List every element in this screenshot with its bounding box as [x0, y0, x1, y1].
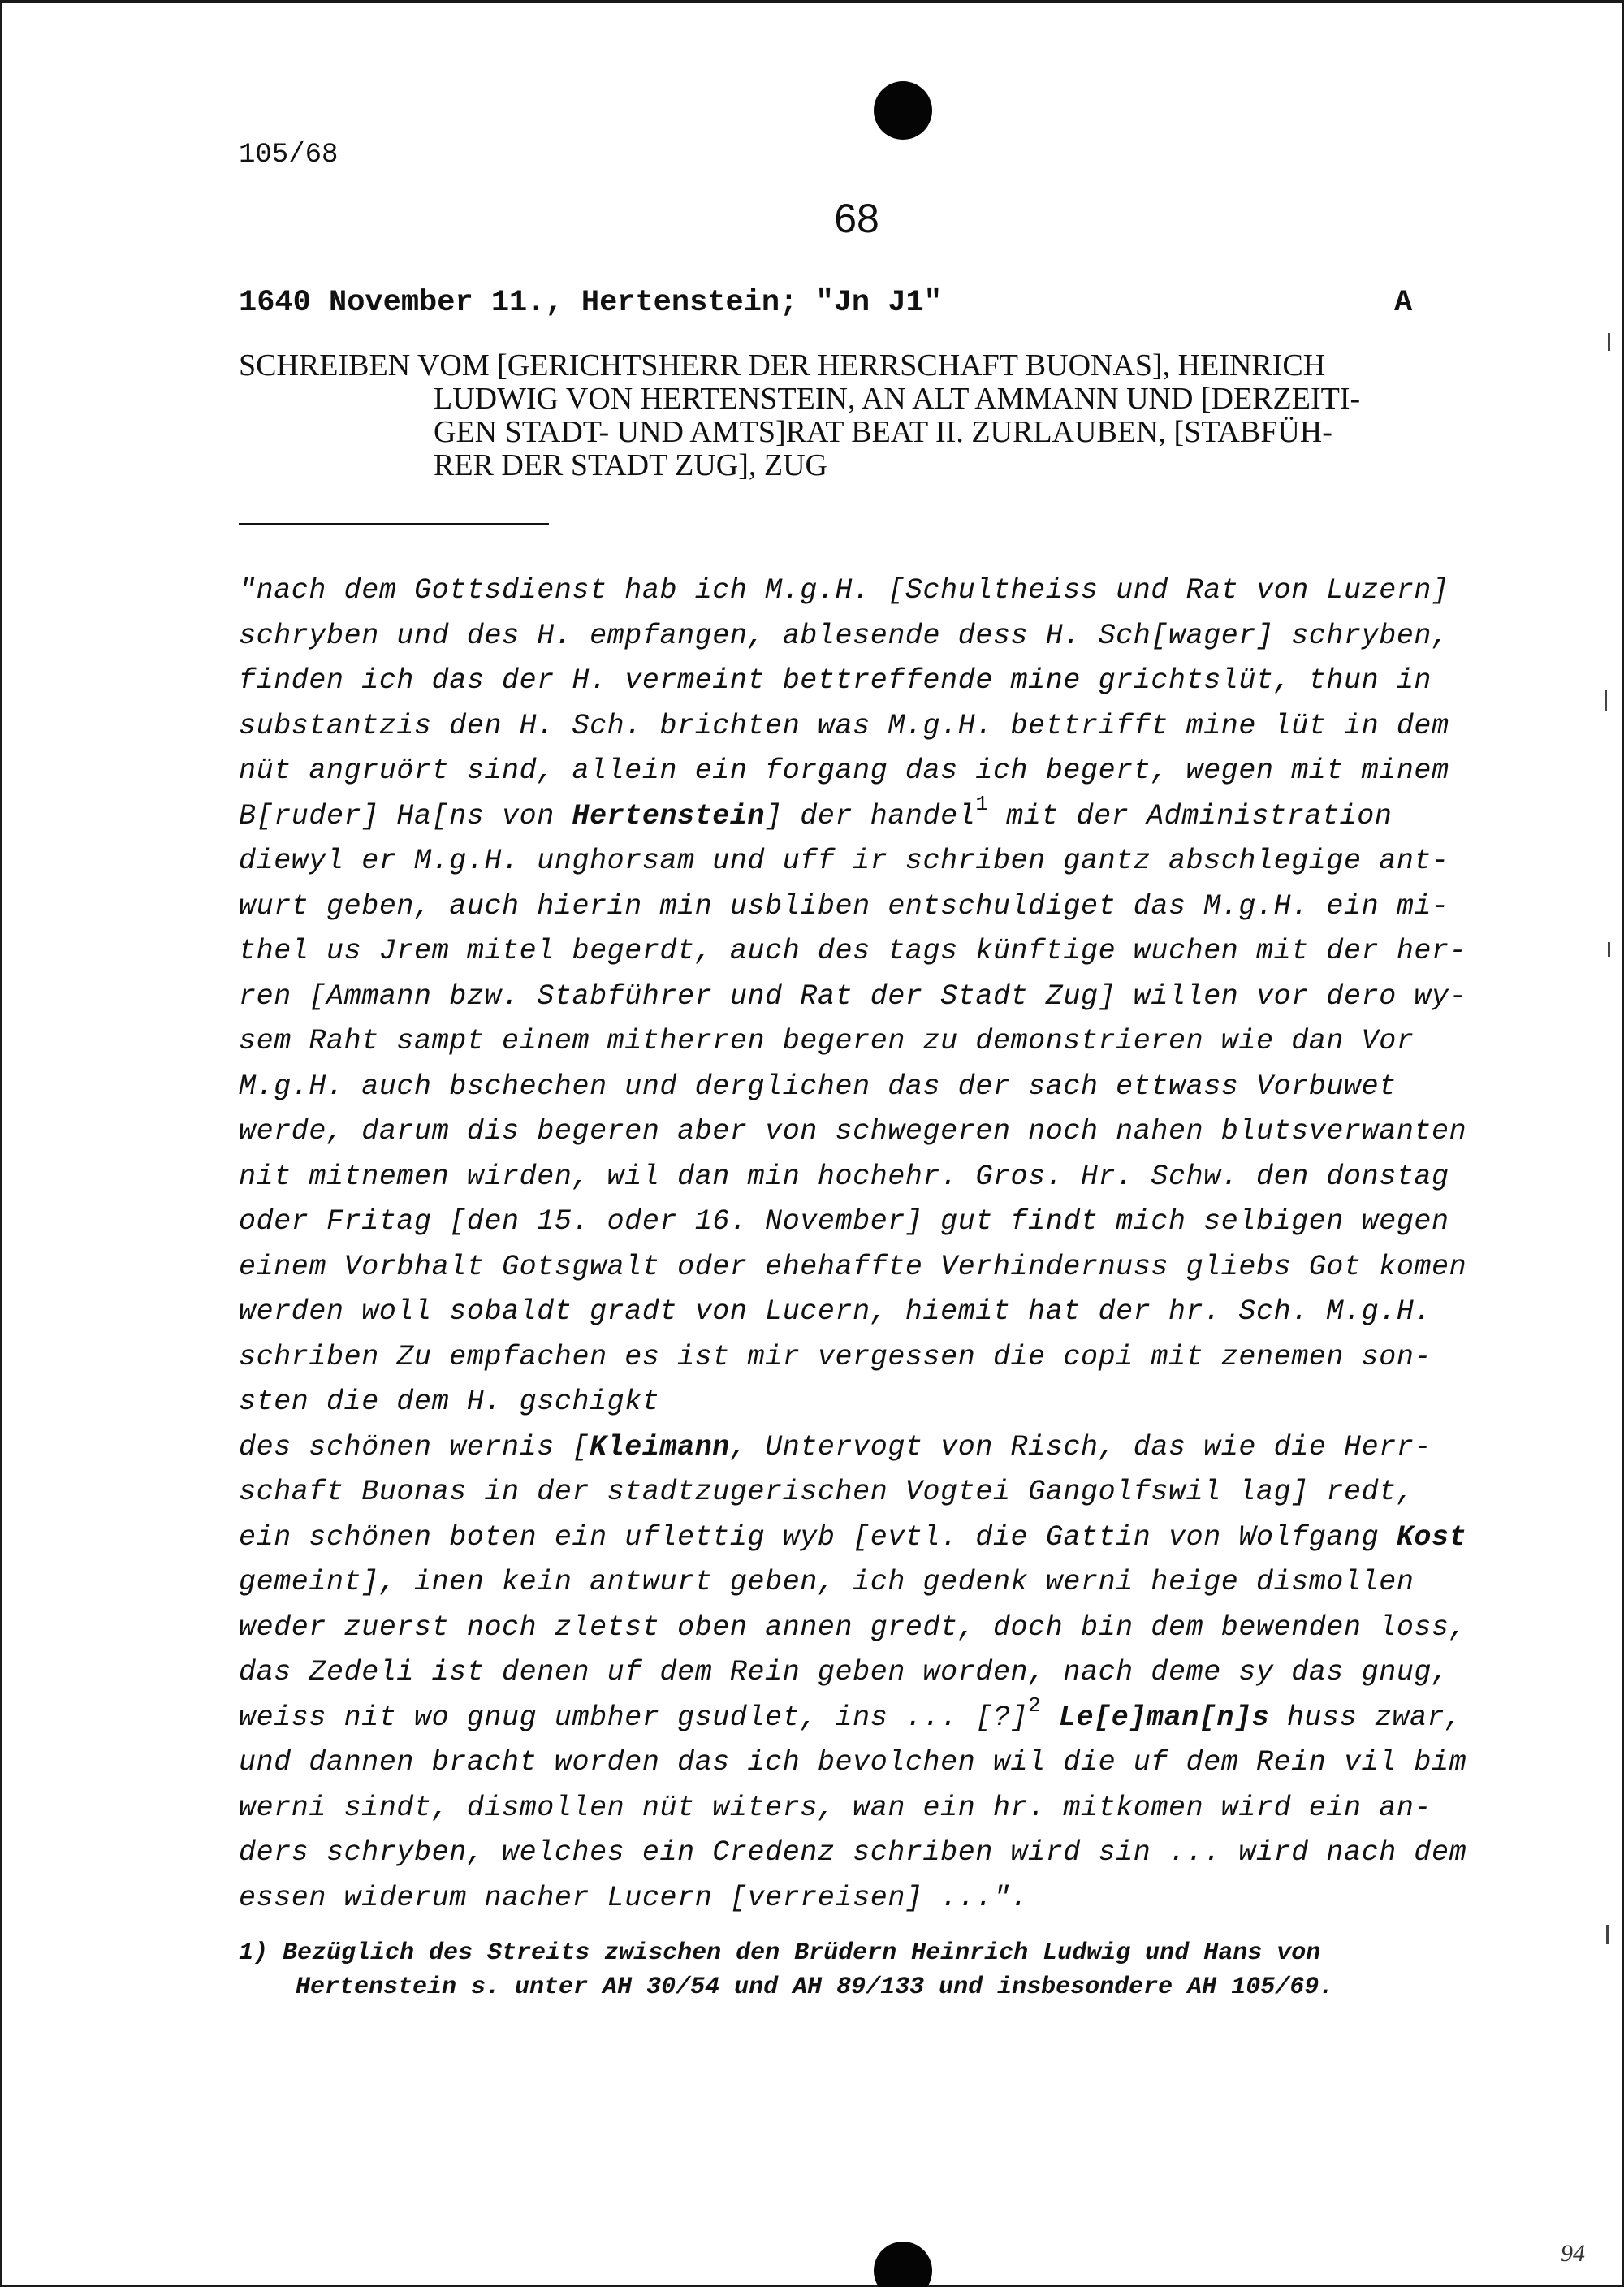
body-text-segment: das Zedeli ist denen uf dem Rein geben worden, nach deme sy das gnug, [239, 1656, 1449, 1688]
heading-line: RER DER STADT ZUG], ZUG [434, 448, 827, 482]
body-line [239, 1786, 1505, 1831]
body-text-segment: und dannen bracht worden das ich bevolchen wil die uf dem Rein vil bim [239, 1746, 1467, 1779]
body-text-segment: werden woll sobaldt gradt von Lucern, hiemit hat der hr. Sch. M.g.H. [239, 1295, 1432, 1328]
body-line [239, 1693, 1505, 1741]
document-number: 68 [834, 196, 879, 241]
body-text-segment: nüt angruört sind, allein ein forgang das ich begert, wegen mit minem [239, 754, 1449, 787]
date-place-line: 1640 November 11., Hertenstein; "Jn J1" [239, 286, 942, 320]
body-text-segment: M.g.H. auch bschechen und derglichen das der sach ettwass Vorbuwet [239, 1070, 1397, 1103]
body-text-segment: gemeint], inen kein antwurt geben, ich gedenk werni heige dismollen [239, 1566, 1415, 1598]
body-text-segment: werde, darum dis begeren aber von schwegeren noch nahen blutsverwanten [239, 1115, 1467, 1148]
body-line [239, 839, 1505, 884]
body-line [239, 1019, 1505, 1065]
body-text-segment: werni sindt, dismollen nüt witers, wan ein hr. mitkomen wird ein an- [239, 1791, 1432, 1824]
body-text-segment: schaft Buonas in der stadtzugerischen Vogtei Gangolfswil lag] redt, [239, 1476, 1415, 1508]
footnote-line: 1) Bezüglich des Streits zwischen den Brüdern Heinrich Ludwig und Hans von [239, 1939, 1321, 1967]
body-line [239, 1606, 1505, 1651]
scan-border-left [0, 0, 2, 2287]
scan-speck [1608, 333, 1610, 351]
body-text-segment: huss zwar, [1269, 1701, 1462, 1734]
body-line [239, 1109, 1505, 1155]
body-text-segment: substantzis den H. Sch. brichten was M.g.H. bettrifft mine lüt in dem [239, 709, 1449, 742]
body-text-segment: "nach dem Gottsdienst hab ich M.g.H. [Schultheiss und Rat von Luzern] [239, 574, 1449, 607]
body-text-segment: ders schryben, welches ein Credenz schriben wird sin ... wird nach dem [239, 1836, 1467, 1869]
body-text-segment: oder Fritag [den 15. oder 16. November] gut findt mich selbigen wegen [239, 1205, 1449, 1238]
heading-line: GEN STADT- UND AMTS]RAT BEAT II. ZURLAUBEN, [STABFÜH- [434, 415, 1332, 449]
punch-hole-top [874, 81, 932, 140]
body-line [239, 749, 1505, 794]
footnote-marker: 2 [1028, 1693, 1042, 1718]
body-text-segment: sem Raht sampt einem mitherren begeren zu demonstrieren wie dan Vor [239, 1025, 1415, 1057]
body-text-segment: ] der handel [765, 799, 976, 832]
transcription-body [239, 569, 1505, 1921]
body-text-segment: ein schönen boten ein uflettig wyb [evtl. die Gattin von Wolfgang [239, 1520, 1397, 1554]
body-text-segment: schriben Zu empfachen es ist mir vergessen die copi mit zenemen son- [239, 1340, 1432, 1373]
emphasized-name: Hertenstein [572, 799, 766, 832]
body-line [239, 1245, 1505, 1290]
body-text-segment: weder zuerst noch zletst oben annen gredt, doch bin dem bewenden loss, [239, 1610, 1467, 1644]
scan-speck [1608, 942, 1610, 957]
page-folio-number: 94 [1561, 2240, 1585, 2267]
body-text-segment: diewyl er M.g.H. unghorsam und uff ir schriben gantz abschlegige ant- [239, 845, 1449, 877]
body-text-segment: sten die dem H. gschigkt [239, 1386, 660, 1418]
heading-line: SCHREIBEN VOM [GERICHTSHERR DER HERRSCHAFT BUONAS], HEINRICH [239, 348, 1326, 383]
emphasized-name: Kleimann [590, 1430, 730, 1463]
body-line [239, 1515, 1505, 1561]
body-text-segment: einem Vorbhalt Gotsgwalt oder ehehaffte Verhindernuss gliebs Got komen [239, 1250, 1467, 1283]
body-line [239, 1200, 1505, 1245]
body-text-segment: , Untervogt von Risch, das wie die Herr- [729, 1430, 1432, 1463]
body-text-segment: weiss nit wo gnug umbher gsudlet, ins ... [?] [239, 1701, 1029, 1734]
body-text-segment: essen widerum nacher Lucern [verreisen] ...". [239, 1881, 1029, 1914]
body-line [239, 1335, 1505, 1381]
scan-speck [1606, 1925, 1609, 1944]
body-line [239, 1380, 1505, 1425]
body-line [239, 929, 1505, 975]
footnote-line: Hertenstein s. unter AH 30/54 und AH 89/133 und insbesondere AH 105/69. [296, 1974, 1334, 2001]
body-text-segment: wurt geben, auch hierin min usbliben entschuldiget das M.g.H. ein mi- [239, 889, 1449, 923]
body-text-segment: schryben und des H. empfangen, ablesende dess H. Sch[wager] schryben, [239, 619, 1449, 652]
body-text-segment: B[ruder] Ha[ns von [239, 799, 572, 832]
document-category: A [1394, 286, 1413, 320]
body-line [239, 1065, 1505, 1110]
scan-speck [1605, 690, 1607, 711]
body-line [239, 704, 1505, 750]
body-line [239, 614, 1505, 659]
body-text-segment: des schönen wernis [ [239, 1430, 590, 1463]
body-line [239, 1650, 1505, 1696]
body-line [239, 1155, 1505, 1200]
body-line [239, 1425, 1505, 1471]
body-text-segment [1041, 1701, 1059, 1734]
body-line [239, 884, 1505, 930]
emphasized-name: Kost [1396, 1520, 1467, 1554]
body-text-segment: mit der Administration [988, 799, 1393, 832]
emphasized-name: Le[e]man[n]s [1058, 1701, 1270, 1734]
body-text-segment: finden ich das der H. vermeint bettreffende mine grichtslüt, thun in [239, 664, 1432, 697]
body-line [239, 569, 1505, 614]
body-line [239, 975, 1505, 1020]
body-line [239, 1290, 1505, 1335]
scan-border-top [0, 0, 1624, 3]
body-text-segment: ren [Ammann bzw. Stabführer und Rat der Stadt Zug] willen vor dero wy- [239, 979, 1467, 1013]
body-text-segment: nit mitnemen wirden, wil dan min hochehr. Gros. Hr. Schw. den donstag [239, 1160, 1449, 1193]
body-line [239, 1831, 1505, 1876]
footnote [239, 1936, 1505, 2004]
body-line [239, 659, 1505, 704]
body-line [239, 791, 1505, 840]
heading-separator-rule [239, 523, 549, 525]
body-line [239, 1470, 1505, 1515]
body-line [239, 1876, 1505, 1922]
body-line [239, 1740, 1505, 1786]
document-heading [239, 349, 1489, 482]
punch-hole-bottom [874, 2242, 932, 2287]
footnote-marker: 1 [975, 791, 989, 816]
heading-line: LUDWIG VON HERTENSTEIN, AN ALT AMMANN UND [DERZEITI- [434, 382, 1361, 416]
body-text-segment: thel us Jrem mitel begerdt, auch des tags künftige wuchen mit der her- [239, 935, 1467, 967]
body-line [239, 1560, 1505, 1606]
archive-reference: 105/68 [239, 140, 339, 171]
